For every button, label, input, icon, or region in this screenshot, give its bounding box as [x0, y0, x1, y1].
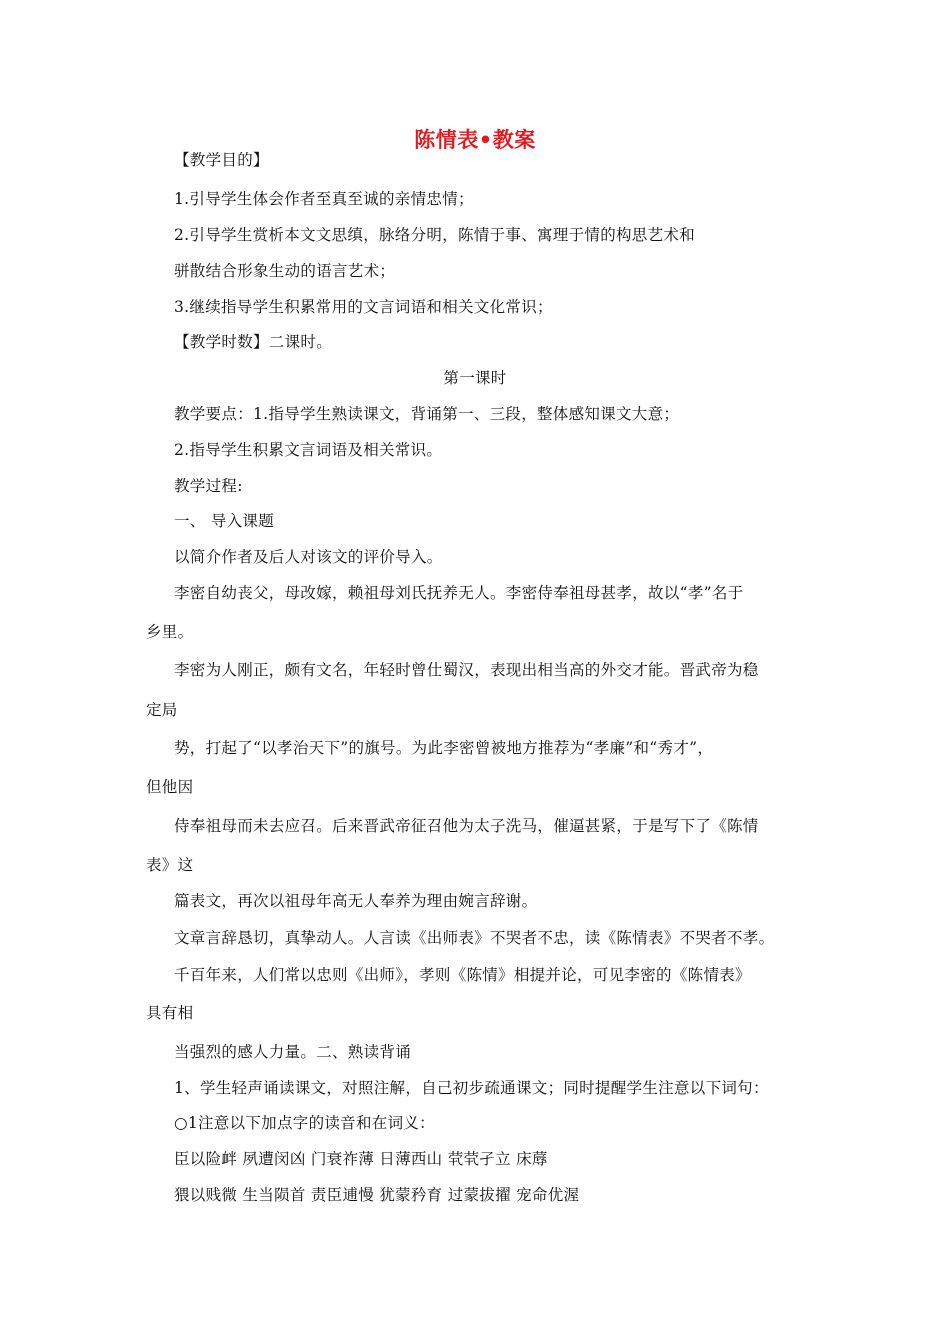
paragraph-line: 千百年来，人们常以忠则《出师》，孝则《陈情》相提并论，可见李密的《陈情表》 — [174, 966, 751, 984]
paragraph-line: 当强烈的感人力量。二、熟读背诵 — [174, 1043, 412, 1061]
paragraph-line: 李密自幼丧父，母改嫁，赖祖母刘氏抚养无人。李密侍奉祖母甚孝，故以“孝”名于 — [174, 584, 744, 602]
document-title: 陈情表•教案 — [414, 128, 536, 152]
paragraph-line: 侍奉祖母而未去应召。后来晋武帝征召他为太子洗马，催逼甚紧，于是写下了《陈情 — [174, 817, 759, 835]
paragraph-line: 3.继续指导学生积累常用的文言词语和相关文化常识； — [174, 298, 553, 316]
paragraph-line: 定局 — [146, 701, 178, 719]
paragraph-line: 但他因 — [146, 778, 194, 796]
paragraph-line: 以简介作者及后人对该文的评价导入。 — [174, 548, 443, 566]
paragraph-line: 教学要点：1.指导学生熟读课文，背诵第一、三段，整体感知课文大意； — [174, 405, 680, 423]
paragraph-line: ○1注意以下加点字的读音和在词义： — [174, 1114, 435, 1132]
paragraph-line: 文章言辞恳切，真挚动人。人言读《出师表》不哭者不忠，读《陈情表》不哭者不孝。 — [174, 929, 775, 947]
paragraph-line: 李密为人刚正，颇有文名，年轻时曾仕蜀汉，表现出相当高的外交才能。晋武帝为稳 — [174, 661, 759, 679]
lesson-heading: 第一课时 — [443, 369, 507, 387]
paragraph-line: 势，打起了“以孝治天下”的旗号。为此李密曾被地方推荐为“孝廉”和“秀才”， — [174, 739, 714, 757]
section-heading-hours: 【教学时数】二课时。 — [174, 333, 333, 351]
paragraph-line: 表》这 — [146, 856, 194, 874]
paragraph-line: 2.指导学生积累文言词语及相关常识。 — [174, 441, 443, 459]
paragraph-line: 教学过程: — [174, 477, 243, 495]
paragraph-line: 一、 导入课题 — [174, 512, 275, 530]
vocab-line: 臣以险衅 夙遭闵凶 门衰祚薄 日薄西山 茕茕孑立 床蓐 — [174, 1150, 548, 1168]
vocab-line: 猥以贱微 生当陨首 责臣逋慢 犹蒙矜育 过蒙拔擢 宠命优渥 — [174, 1186, 580, 1204]
paragraph-line: 乡里。 — [146, 623, 194, 641]
paragraph-line: 篇表文，再次以祖母年高无人奉养为理由婉言辞谢。 — [174, 892, 538, 910]
paragraph-line: 具有相 — [146, 1004, 194, 1022]
section-heading-objectives: 【教学目的】 — [174, 151, 269, 169]
paragraph-line: 1.引导学生体会作者至真至诚的亲情忠情； — [174, 190, 474, 208]
paragraph-line: 骈散结合形象生动的语言艺术； — [174, 262, 396, 280]
paragraph-line: 2.引导学生赏析本文文思缜，脉络分明，陈情于事、寓理于情的构思艺术和 — [174, 226, 695, 244]
paragraph-line: 1、学生轻声诵读课文，对照注解，自己初步疏通课文；同时提醒学生注意以下词句： — [174, 1079, 769, 1097]
